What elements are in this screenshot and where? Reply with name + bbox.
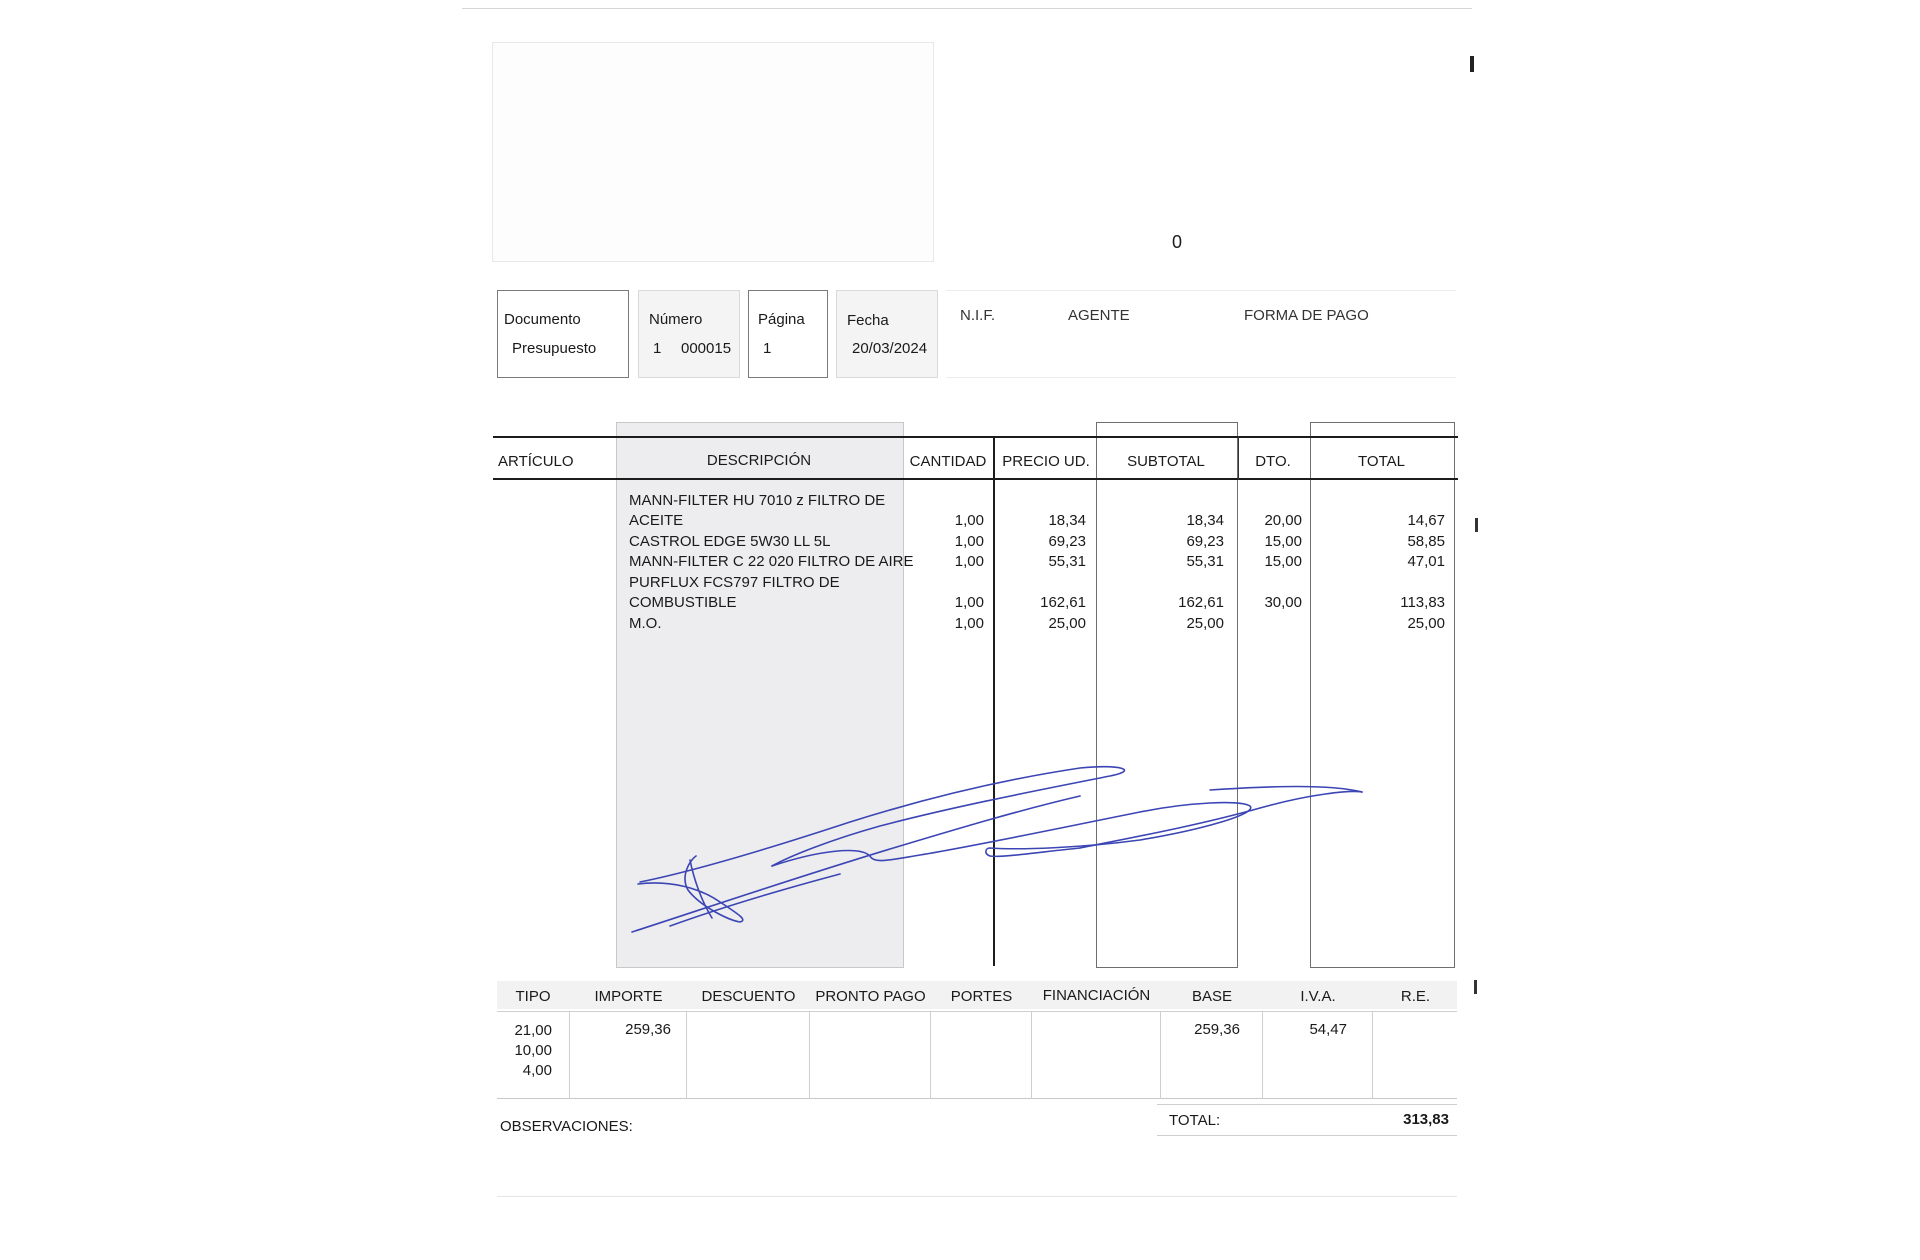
item-3-description: MANN-FILTER C 22 020 FILTRO DE AIRE (629, 553, 914, 570)
tax-divider-1 (569, 1011, 570, 1099)
tax-header-vat: I.V.A. (1300, 988, 1336, 1005)
payment-method-label: FORMA DE PAGO (1244, 307, 1369, 324)
date-value: 20/03/2024 (852, 340, 928, 357)
item-5-subtotal: 25,00 (1186, 615, 1224, 632)
tax-base-value: 259,36 (1194, 1021, 1240, 1038)
nif-label: N.I.F. (960, 307, 996, 324)
tax-vat-value: 54,47 (1309, 1021, 1347, 1038)
col-header-total: TOTAL (1358, 453, 1405, 470)
tax-header-shipping: PORTES (950, 988, 1013, 1005)
tax-divider-2 (686, 1011, 687, 1099)
page-label: Página (758, 311, 805, 328)
document-number-label: Número (649, 311, 703, 328)
tax-divider-6 (1160, 1011, 1161, 1099)
col-header-discount: DTO. (1255, 453, 1291, 470)
item-3-subtotal: 55,31 (1186, 553, 1224, 570)
edge-mark (1474, 980, 1477, 994)
tax-amount-value: 259,36 (625, 1021, 671, 1038)
date-label: Fecha (847, 312, 889, 329)
item-2-discount: 15,00 (1264, 533, 1302, 550)
item-2-total: 58,85 (1407, 533, 1445, 550)
tax-body-bottom-rule (497, 1098, 1457, 1099)
item-4-quantity: 1,00 (954, 594, 984, 611)
item-5-unit-price: 25,00 (1048, 615, 1086, 632)
document-series-value: 1 (653, 340, 662, 357)
tax-type-10: 10,00 (514, 1042, 552, 1059)
item-2-description: CASTROL EDGE 5W30 LL 5L (629, 533, 831, 550)
grand-total-box (1157, 1104, 1457, 1136)
tax-divider-3 (809, 1011, 810, 1099)
agent-label: AGENTE (1068, 307, 1130, 324)
item-4-description-line-1: PURFLUX FCS797 FILTRO DE (629, 574, 840, 591)
col-header-quantity: CANTIDAD (909, 453, 987, 470)
tax-type-4: 4,00 (522, 1062, 552, 1079)
grand-total-label: TOTAL: (1169, 1112, 1221, 1129)
tax-header-re: R.E. (1400, 988, 1431, 1005)
tax-header-rule (497, 1011, 1457, 1012)
item-2-subtotal: 69,23 (1186, 533, 1224, 550)
item-5-total: 25,00 (1407, 615, 1445, 632)
col-header-article: ARTÍCULO (498, 453, 574, 470)
item-1-total: 14,67 (1407, 512, 1445, 529)
tax-divider-5 (1031, 1011, 1032, 1099)
item-3-quantity: 1,00 (954, 553, 984, 570)
item-3-total: 47,01 (1407, 553, 1445, 570)
item-4-description-line-2: COMBUSTIBLE (629, 594, 737, 611)
item-1-unit-price: 18,34 (1048, 512, 1086, 529)
tax-divider-7 (1262, 1011, 1263, 1099)
observations-label: OBSERVACIONES: (500, 1118, 633, 1135)
tax-header-early-payment: PRONTO PAGO (815, 988, 926, 1005)
item-1-quantity: 1,00 (954, 512, 984, 529)
item-2-unit-price: 69,23 (1048, 533, 1086, 550)
item-4-subtotal: 162,61 (1178, 594, 1224, 611)
tax-header-amount: IMPORTE (594, 988, 663, 1005)
item-4-discount: 30,00 (1264, 594, 1302, 611)
document-type-value: Presupuesto (512, 340, 597, 357)
document-number-value: 000015 (681, 340, 732, 357)
tax-divider-4 (930, 1011, 931, 1099)
item-1-discount: 20,00 (1264, 512, 1302, 529)
item-3-discount: 15,00 (1264, 553, 1302, 570)
document-type-label: Documento (504, 311, 581, 328)
col-header-subtotal: SUBTOTAL (1127, 453, 1205, 470)
page-value: 1 (763, 340, 772, 357)
item-5-quantity: 1,00 (954, 615, 984, 632)
item-1-description-line-2: ACEITE (629, 512, 684, 529)
item-1-subtotal: 18,34 (1186, 512, 1224, 529)
tax-type-21: 21,00 (514, 1022, 552, 1039)
tax-header-discount: DESCUENTO (701, 988, 796, 1005)
item-2-quantity: 1,00 (954, 533, 984, 550)
tax-header-type: TIPO (515, 988, 551, 1005)
tax-header-financing: FINANCIACIÓN (1042, 987, 1151, 1004)
item-4-unit-price: 162,61 (1040, 594, 1086, 611)
tax-divider-8 (1372, 1011, 1373, 1099)
item-4-total: 113,83 (1400, 594, 1445, 611)
item-5-description: M.O. (629, 615, 662, 632)
col-header-description: DESCRIPCIÓN (706, 452, 812, 469)
col-header-unit-price: PRECIO UD. (1002, 453, 1090, 470)
grand-total-value: 313,83 (1403, 1111, 1449, 1128)
item-1-description-line-1: MANN-FILTER HU 7010 z FILTRO DE (629, 492, 886, 509)
item-3-unit-price: 55,31 (1048, 553, 1086, 570)
tax-header-base: BASE (1191, 988, 1233, 1005)
zero-mark: 0 (1172, 232, 1183, 252)
footer-faint-rule (497, 1196, 1457, 1197)
